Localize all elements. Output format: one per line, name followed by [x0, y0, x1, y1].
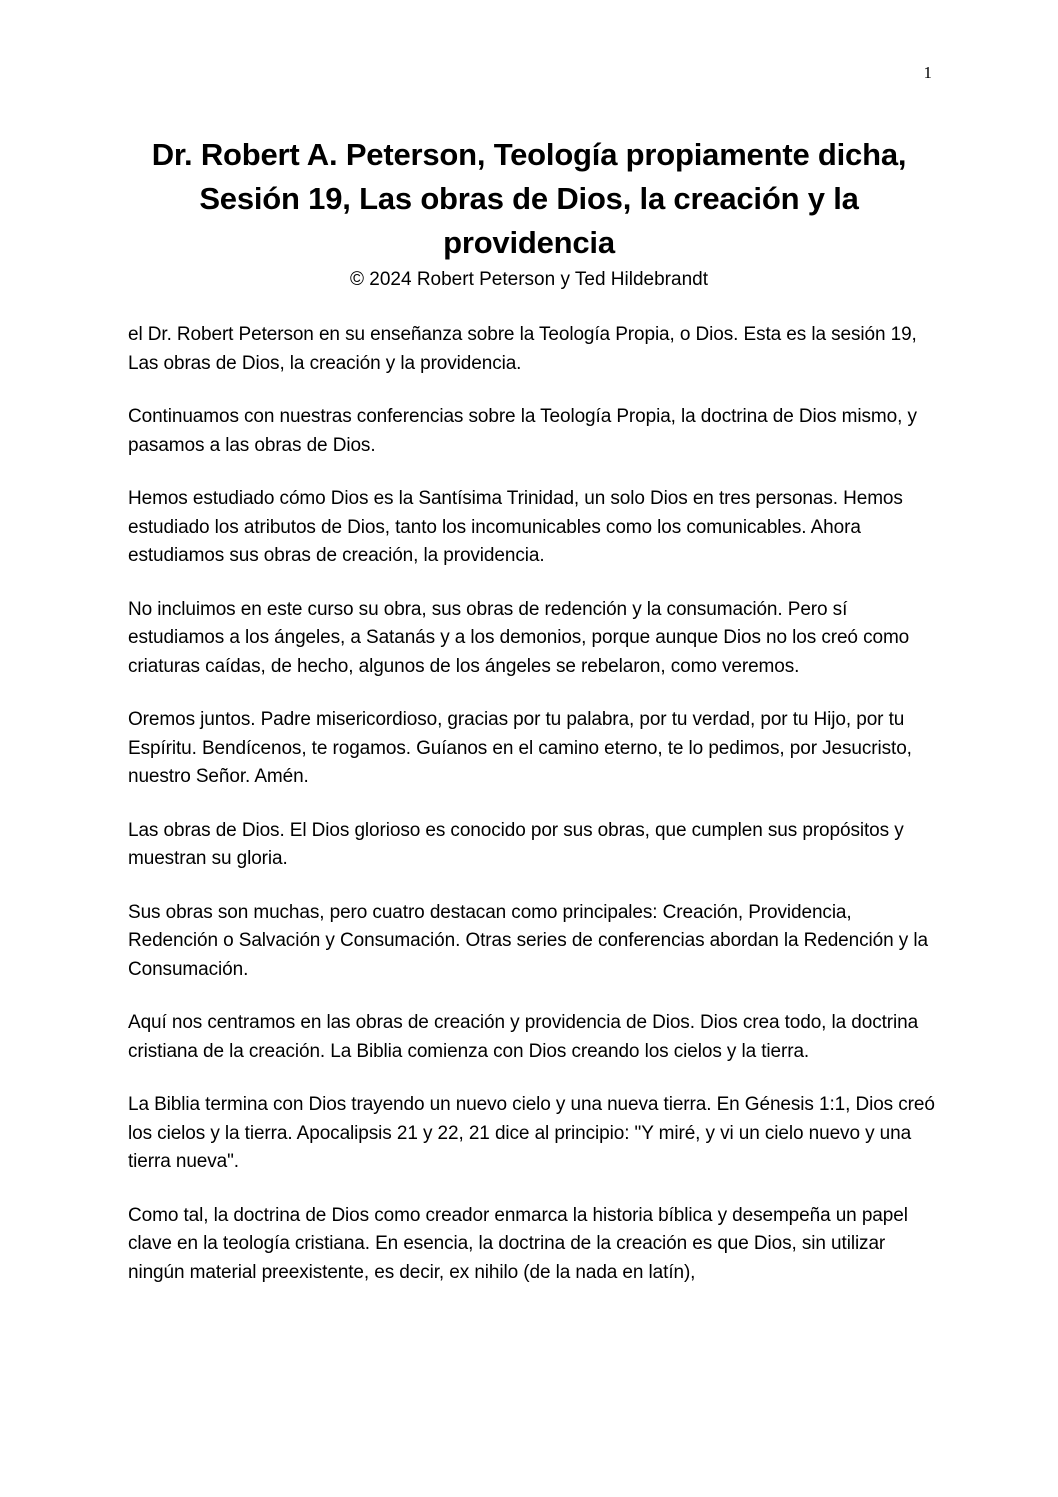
paragraph: Sus obras son muchas, pero cuatro destacan como principales: Creación, Providencia, Redención o Salvación y Consumación. Otras series de conferencias abordan la Redención y la Consumación.: [128, 901, 928, 980]
paragraph: Aquí nos centramos en las obras de creación y providencia de Dios. Dios crea todo, la doctrina cristiana de la creación. La Biblia comienza con Dios creando los cielos y la tierra.: [128, 1012, 919, 1062]
copyright-line: © 2024 Robert Peterson y Ted Hildebrandt: [350, 269, 708, 290]
paragraph: Como tal, la doctrina de Dios como creador enmarca la historia bíblica y desempeña un papel clave en la teología cristiana. En esencia, la doctrina de la creación es que Dios, sin utilizar ningún material preexistente, es decir, ex nihilo (de la nada en latín),: [128, 1204, 908, 1283]
paragraph: Las obras de Dios. El Dios glorioso es conocido por sus obras, que cumplen sus propósitos y muestran su gloria.: [128, 819, 904, 869]
paragraph: No incluimos en este curso su obra, sus obras de redención y la consumación. Pero sí estudiamos a los ángeles, a Satanás y a los demonios, porque aunque Dios no los creó como criaturas caídas, de hecho, algunos de los ángeles se rebelaron, como veremos.: [128, 598, 910, 677]
paragraph: el Dr. Robert Peterson en su enseñanza sobre la Teología Propia, o Dios. Esta es la sesión 19, Las obras de Dios, la creación y la providencia.: [128, 324, 917, 374]
paragraph: Continuamos con nuestras conferencias sobre la Teología Propia, la doctrina de Dios mismo, y pasamos a las obras de Dios.: [128, 406, 917, 456]
document-title: Dr. Robert A. Peterson, Teología propiamente dicha, Sesión 19, Las obras de Dios, la creación y la providencia: [151, 137, 907, 260]
paragraph: Hemos estudiado cómo Dios es la Santísima Trinidad, un solo Dios en tres personas. Hemos estudiado los atributos de Dios, tanto los incomunicables como los comunicables. Ahora estudiamos sus obras de creación, la providencia.: [128, 488, 903, 566]
body-text: [128, 321, 936, 1312]
paragraph: Oremos juntos. Padre misericordioso, gracias por tu palabra, por tu verdad, por tu Hijo, por tu Espíritu. Bendícenos, te rogamos. Guíanos en el camino eterno, te lo pedimos, por Jesucristo, nuestro Señor. Amén.: [128, 709, 912, 787]
paragraph: La Biblia termina con Dios trayendo un nuevo cielo y una nueva tierra. En Génesis 1:1, Dios creó los cielos y la tierra. Apocalipsis 21 y 22, 21 dice al principio: "Y miré, y vi un cielo nuevo y una tierra nueva".: [128, 1094, 935, 1172]
page-number: 1: [923, 63, 932, 82]
